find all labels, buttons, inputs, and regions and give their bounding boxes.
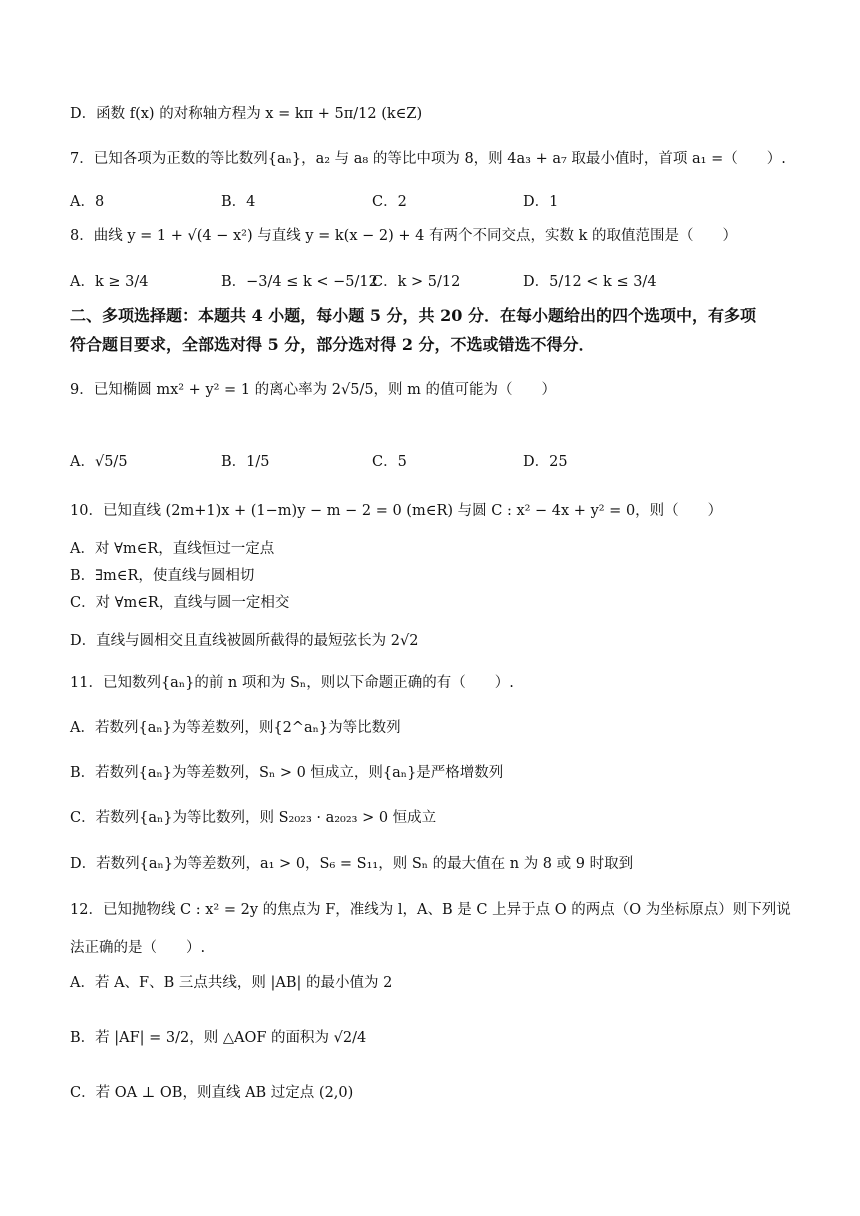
q8-option-b: B．−3/4 ≤ k < −5/12	[221, 274, 378, 290]
q11-option-b: B．若数列{aₙ}为等差数列，Sₙ > 0 恒成立，则{aₙ}是严格增数列	[70, 765, 504, 781]
q10-option-a: A．对 ∀m∈R，直线恒过一定点	[70, 541, 275, 557]
question-12-cont: 法正确的是（ ）.	[70, 940, 206, 956]
q8-option-d: D．5/12 < k ≤ 3/4	[523, 274, 657, 290]
q9-option-d: D．25	[523, 454, 568, 470]
section-2-heading-cont: 符合题目要求，全部选对得 5 分，部分选对得 2 分，不选或错选不得分．	[70, 335, 595, 354]
q7-option-a: A．8	[70, 194, 105, 210]
q12-option-c: C．若 OA ⊥ OB，则直线 AB 过定点 (2,0)	[70, 1085, 354, 1101]
section-2-heading: 二、多项选择题：本题共 4 小题，每小题 5 分，共 20 分．在每小题给出的四个选项中，有多项	[70, 306, 756, 325]
question-9: 9．已知椭圆 mx² + y² = 1 的离心率为 2√5/5，则 m 的值可能为（ ）	[70, 382, 557, 398]
q9-option-b: B．1/5	[221, 454, 270, 470]
q11-option-d: D．若数列{aₙ}为等差数列，a₁ > 0，S₆ = S₁₁，则 Sₙ 的最大值在 n 为 8 或 9 时取到	[70, 856, 634, 872]
question-11: 11．已知数列{aₙ}的前 n 项和为 Sₙ，则以下命题正确的有（ ）.	[70, 675, 514, 691]
question-12: 12．已知抛物线 C : x² = 2y 的焦点为 F，准线为 l，A、B 是 C 上异于点 O 的两点（O 为坐标原点）则下列说	[70, 902, 791, 918]
q9-option-a: A．√5/5	[70, 454, 128, 470]
q11-option-a: A．若数列{aₙ}为等差数列，则{2^aₙ}为等比数列	[70, 720, 401, 736]
q6-option-d: D．函数 f(x) 的对称轴方程为 x = kπ + 5π/12 (k∈Z)	[70, 106, 423, 122]
q8-option-c: C．k > 5/12	[372, 274, 461, 290]
q12-option-b: B．若 |AF| = 3/2，则 △AOF 的面积为 √2/4	[70, 1030, 367, 1046]
q7-option-c: C．2	[372, 194, 407, 210]
question-7: 7．已知各项为正数的等比数列{aₙ}，a₂ 与 a₈ 的等比中项为 8，则 4a₃ + a₇ 取最小值时，首项 a₁ =（ ）.	[70, 151, 786, 167]
q9-option-c: C．5	[372, 454, 407, 470]
q8-option-a: A．k ≥ 3/4	[70, 274, 149, 290]
q11-option-c: C．若数列{aₙ}为等比数列，则 S₂₀₂₃ · a₂₀₂₃ > 0 恒成立	[70, 810, 437, 826]
q7-option-b: B．4	[221, 194, 256, 210]
q10-option-d: D．直线与圆相交且直线被圆所截得的最短弦长为 2√2	[70, 633, 419, 649]
q10-option-b: B．∃m∈R，使直线与圆相切	[70, 568, 255, 584]
q12-option-a: A．若 A、F、B 三点共线，则 |AB| 的最小值为 2	[70, 975, 393, 991]
q7-option-d: D．1	[523, 194, 559, 210]
question-8: 8．曲线 y = 1 + √(4 − x²) 与直线 y = k(x − 2) + 4 有两个不同交点，实数 k 的取值范围是（ ）	[70, 228, 737, 244]
question-10: 10．已知直线 (2m+1)x + (1−m)y − m − 2 = 0 (m∈R) 与圆 C : x² − 4x + y² = 0，则（ ）	[70, 503, 723, 519]
q10-option-c: C．对 ∀m∈R，直线与圆一定相交	[70, 595, 290, 611]
